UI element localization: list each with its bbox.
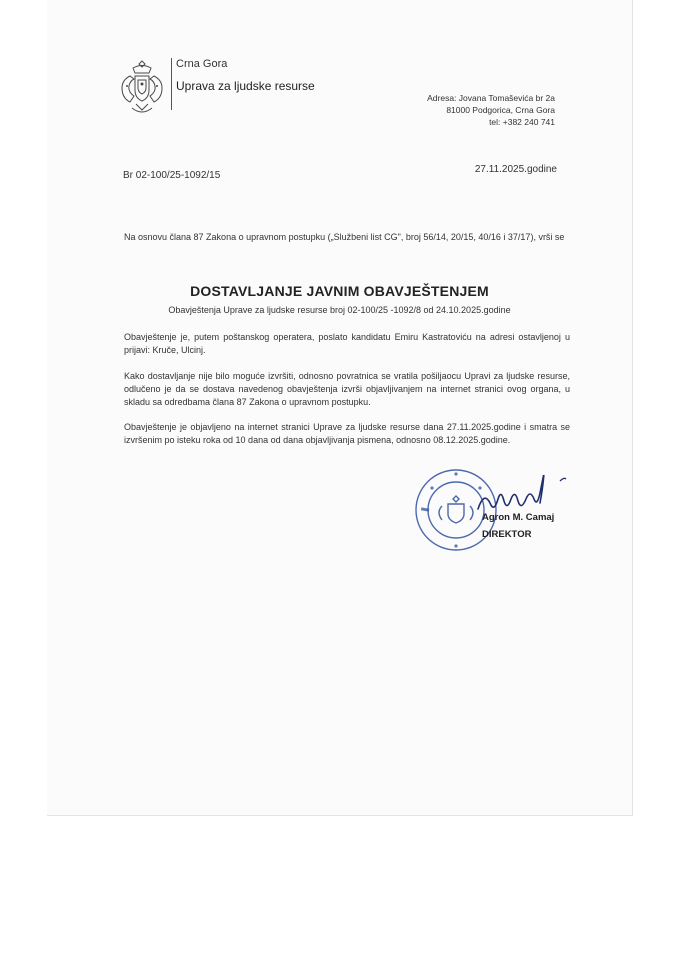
reference-number: Br 02-100/25-1092/15 (123, 170, 221, 181)
document-title: DOSTAVLJANJE JAVNIM OBAVJEŠTENJEM (190, 283, 489, 299)
address-street: Adresa: Jovana Tomaševića br 2a (427, 93, 555, 103)
paragraph-delivery-attempt: Obavještenje je, putem poštanskog operatera, poslato kandidatu Emiru Kastratoviću na adresi ostavljenoj u prijavi: Kruče, Ulcinj. (124, 332, 570, 355)
organization-name: Uprava za ljudske resurse (176, 79, 315, 93)
paragraph-decision: Kako dostavljanje nije bilo moguće izvršiti, odnosno povratnica se vratila pošiljaocu Upravi za ljudske resurse, odlučeno je da se dostava navedenog obavještenja izvrši objavljivanjem na internet stranici ovog organa, u skladu sa odredbama člana 87 Zakona o upravnom postupku. (124, 371, 570, 407)
signer-name: Agron M. Camaj (482, 512, 555, 523)
address-city: 81000 Podgorica, Crna Gora (446, 105, 555, 115)
address-phone: tel: +382 240 741 (489, 117, 555, 127)
paragraph-publication: Obavještenje je objavljeno na internet stranici Uprave za ljudske resurse dana 27.11.2025.godine i smatra se izvršenim po isteku roka od 10 dana od dana objavljivanja pismena, odnosno 08.12.2025.godine. (124, 422, 570, 445)
legal-basis: Na osnovu člana 87 Zakona o upravnom postupku („Službeni list CG", broj 56/14, 20/15, 40/16 i 37/17), vrši se (124, 232, 565, 242)
document-subtitle: Obavještenja Uprave za ljudske resurse broj 02-100/25 -1092/8 od 24.10.2025.godine (168, 305, 511, 315)
signer-title: DIREKTOR (482, 529, 532, 540)
country-name: Crna Gora (176, 58, 228, 70)
document-date: 27.11.2025.godine (474, 164, 557, 175)
